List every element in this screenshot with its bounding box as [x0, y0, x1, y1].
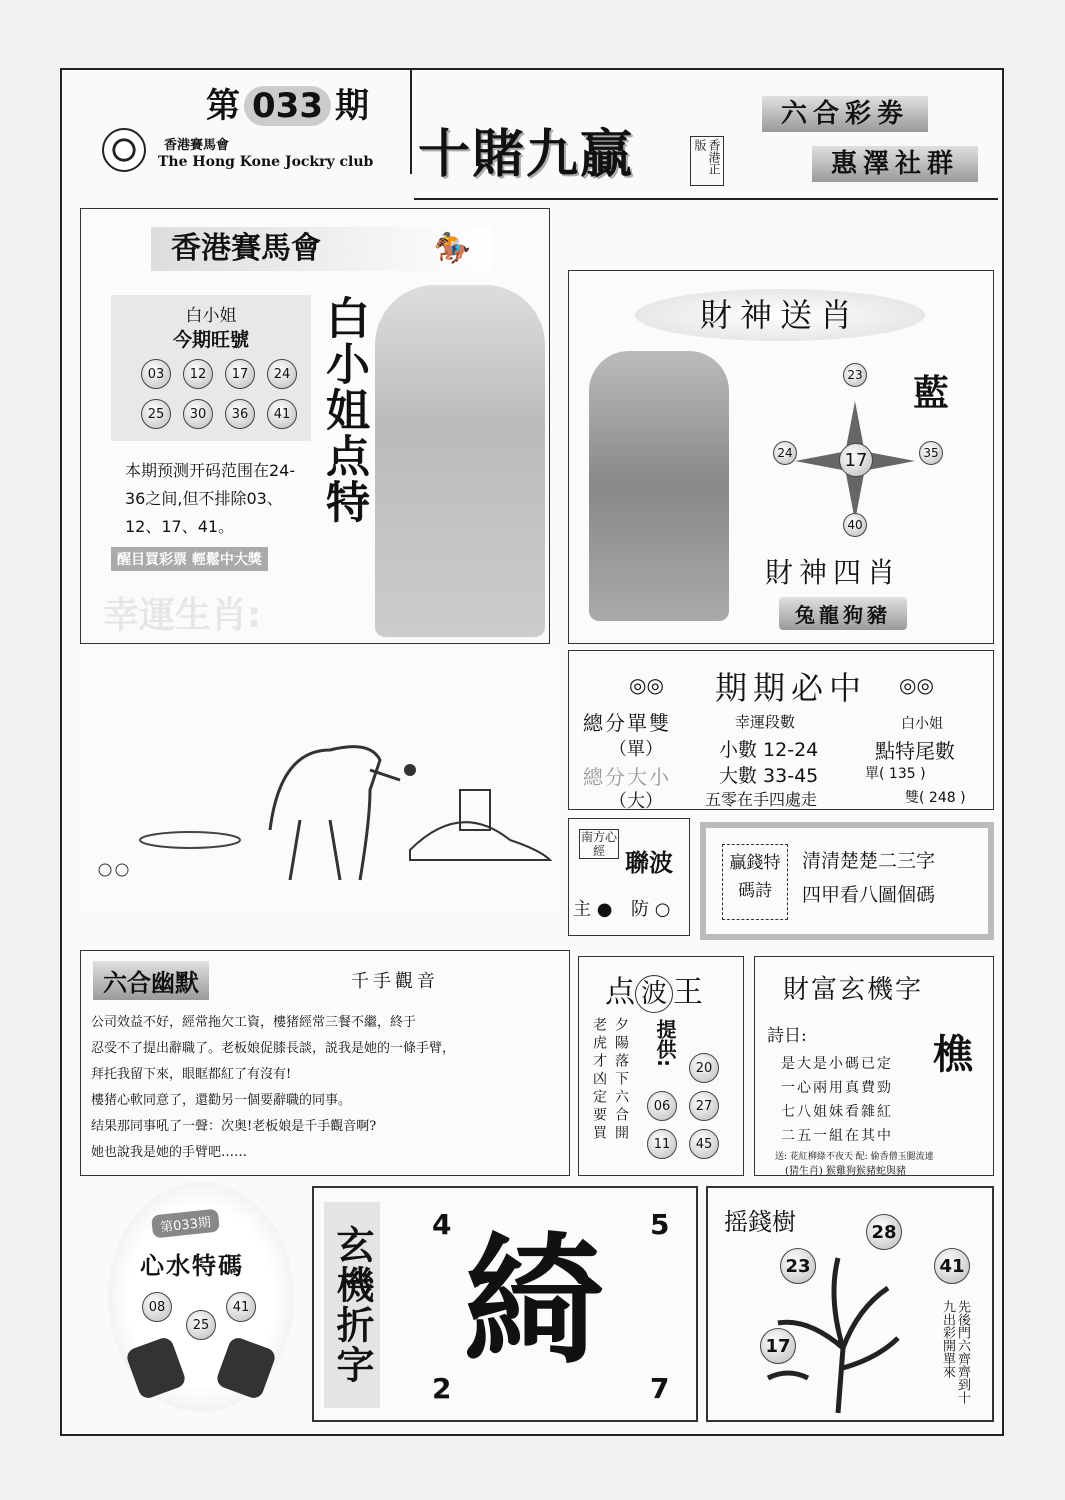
lucky-numbers-box	[111, 295, 311, 441]
humor-line: 忍受不了提出辭職了。老板娘促膝長談，説我是她的一條手臂，	[91, 1041, 456, 1056]
tag-lottery: 六合彩劵	[762, 96, 928, 132]
guard-wave	[631, 895, 670, 921]
humor-title: 千手觀音	[351, 971, 439, 992]
tree-ball: 23	[780, 1248, 816, 1284]
big-range: 大數 33-45	[719, 765, 819, 787]
center-ball: 17	[839, 443, 873, 477]
guard-label: 防	[631, 899, 649, 920]
horse-racing-icon: 🏇	[433, 231, 471, 266]
wave-king-pre: 点	[605, 975, 635, 1010]
deer-icon	[80, 650, 560, 912]
lucky-ball: 03	[141, 359, 171, 389]
lucky-ball: 24	[267, 359, 297, 389]
wave-panel	[568, 818, 690, 936]
lucky-ball: 36	[225, 399, 255, 429]
tree-ball: 17	[760, 1328, 796, 1364]
fist-icon	[215, 1335, 278, 1400]
header-divider	[414, 198, 998, 200]
money-tree-title: 摇錢樹	[724, 1208, 796, 1236]
xuanji-char: 綺	[464, 1221, 605, 1384]
riddle-note-2: (猜生肖) 猴雞狗猴豬蛇與豬	[785, 1166, 906, 1177]
humor-line: 公司效益不好，經常拖欠工資，樓猪經常三餐不繼，終于	[91, 1015, 417, 1030]
right-ball: 35	[919, 441, 943, 465]
poem-line-1: 清清楚楚二三字	[802, 850, 936, 872]
total-odd-value: （單）	[609, 739, 663, 760]
issue-prefix: 第	[206, 86, 240, 126]
riddle-note-1: 送: 花紅柳綠不夜天 配: 偷香僧玉腿流連	[775, 1152, 934, 1162]
lucky-ball: 12	[183, 359, 213, 389]
top-ball: 23	[843, 363, 867, 387]
lucky-ball: 30	[183, 399, 213, 429]
tree-ball: 28	[866, 1214, 902, 1250]
wave-king-ball: 11	[647, 1129, 677, 1159]
wave-king-ball: 20	[689, 1053, 719, 1083]
total-size-value: （大）	[609, 791, 663, 812]
left-ball: 24	[773, 441, 797, 465]
xuanji-num-br: 7	[650, 1372, 670, 1405]
page-frame	[60, 68, 1004, 1436]
poem-line-2: 四甲看八圖個碼	[802, 884, 936, 906]
riddle-char: 樵	[933, 1032, 973, 1078]
humor-line: 结果那同事吼了一聲：次奥!老板娘是千手觀音啊?	[91, 1119, 377, 1134]
club-logo-icon	[102, 128, 146, 172]
wave-king-poem-1: 夕陽落下六合開	[613, 1017, 629, 1143]
humor-tag: 六合幽默	[93, 961, 209, 1000]
model-photo	[375, 285, 545, 637]
lucky-zodiac-label: 幸運生肖:	[103, 595, 262, 636]
tag-community: 惠澤社群	[812, 146, 978, 182]
total-odd-even: 總分單雙	[583, 711, 671, 735]
main-label: 主	[573, 899, 591, 920]
qiqi-title: 期期必中	[715, 669, 868, 707]
xuanji-label: 玄機折字	[324, 1202, 380, 1408]
wave-king-ball: 06	[647, 1091, 677, 1121]
riddle-line: 二五一組在其中	[781, 1128, 893, 1144]
money-tree-panel	[706, 1186, 994, 1422]
official-stamp: 香港正版	[690, 136, 724, 186]
club-name-en: The Hong Kone Jockry club	[158, 154, 374, 170]
issue-line	[206, 78, 369, 127]
poem-panel	[700, 822, 994, 940]
range-note: 五零在手四處走	[705, 790, 818, 809]
xuanji-num-tr: 5	[650, 1208, 670, 1241]
small-range: 小數 12-24	[719, 739, 819, 761]
xuanji-num-tl: 4	[432, 1208, 452, 1241]
wave-king-title	[605, 967, 703, 1013]
four-zodiacs: 兔龍狗豬	[779, 597, 907, 630]
main-title: 十賭九贏	[418, 125, 635, 185]
prediction-text: 本期预测开码范围在24-36之间,但不排除03、12、17、41。	[125, 461, 296, 536]
riddle-line: 七八姐妹看雜紅	[781, 1104, 893, 1120]
xuanji-num-bl: 2	[432, 1372, 452, 1405]
heart-badge: 第033期	[151, 1209, 220, 1239]
humor-line: 拜托我留下來，眼眶都紅了有沒有!	[91, 1067, 292, 1082]
tree-poem: 先後門六齊齊到十九出彩開單來	[940, 1300, 970, 1404]
miss-bai-small: 白小姐	[901, 716, 943, 732]
header-left	[62, 70, 412, 174]
slogan: 醒目買彩票 輕鬆中大獎	[111, 547, 268, 571]
color-label: 藍	[913, 373, 950, 414]
bottom-ball: 40	[843, 513, 867, 537]
wave-title: 聯波	[625, 849, 673, 877]
ornament-icon: ◎◎	[629, 673, 664, 697]
riddle-title: 財富玄機字	[783, 975, 924, 1005]
heart-ball: 08	[142, 1292, 172, 1322]
miss-bai-panel	[80, 208, 550, 644]
humor-line: 她也說我是她的手臂吧……	[91, 1145, 248, 1160]
total-size: 總分大小	[583, 765, 671, 789]
ball-icon: ○	[649, 899, 671, 920]
wave-king-panel	[578, 956, 744, 1176]
main-wave	[573, 895, 612, 921]
xuanji-panel	[312, 1186, 698, 1422]
heart-title: 心水特碼	[140, 1251, 244, 1280]
offer-label: 提供:	[653, 1019, 677, 1067]
fortune-panel	[568, 270, 994, 644]
heart-panel	[108, 1182, 294, 1412]
issue-number: 033	[244, 86, 331, 126]
fortune-god-figure	[589, 351, 729, 621]
wave-king-post: 王	[673, 975, 703, 1010]
miss-subtitle: 今期旺號	[172, 329, 249, 351]
fist-icon	[125, 1335, 188, 1400]
deer-picture	[80, 650, 560, 912]
wave-label: 南方心經	[580, 830, 617, 858]
fortune-title: 財神送肖	[635, 289, 925, 341]
ornament-icon: ◎◎	[899, 673, 934, 697]
poem-label: 贏錢特碼詩	[722, 844, 788, 920]
qiqi-panel	[568, 650, 994, 810]
issue-suffix: 期	[334, 86, 369, 126]
humor-line: 樓猪心軟同意了，還勸另一個要辭職的同事。	[91, 1093, 352, 1108]
humor-panel	[80, 950, 570, 1176]
tail-number-title: 點特尾數	[875, 739, 955, 763]
lucky-ball: 17	[225, 359, 255, 389]
riddle-line: 一心兩用真費勁	[781, 1080, 893, 1096]
riddle-lead: 詩日:	[767, 1026, 807, 1046]
tree-ball: 41	[934, 1248, 970, 1284]
wave-king-poem-2: 老虎才凶定要買	[591, 1017, 607, 1143]
heart-ball: 25	[186, 1310, 216, 1340]
wave-king-ball: 27	[689, 1091, 719, 1121]
wave-king-circled: 波	[635, 975, 673, 1013]
wave-king-ball: 45	[689, 1129, 719, 1159]
lucky-range-title: 幸運段數	[735, 713, 796, 731]
ball-icon: ●	[591, 899, 613, 920]
lucky-ball: 41	[267, 399, 297, 429]
club-banner	[151, 227, 491, 271]
four-zodiac-title: 財神四肖	[765, 556, 902, 589]
club-name-cn: 香港賽馬會	[164, 138, 230, 153]
miss-title: 白小姐	[185, 306, 237, 326]
riddle-line: 是大是小碼已定	[781, 1056, 893, 1072]
lucky-ball: 25	[141, 399, 171, 429]
vertical-title: 白小姐点特	[318, 295, 369, 525]
odd-tail: 單( 135 )	[865, 766, 926, 782]
club-banner-text: 香港賽馬會	[171, 231, 321, 266]
riddle-panel	[754, 956, 994, 1176]
even-tail: 雙( 248 )	[905, 790, 966, 806]
tree-icon	[748, 1228, 918, 1418]
heart-ball: 41	[226, 1292, 256, 1322]
